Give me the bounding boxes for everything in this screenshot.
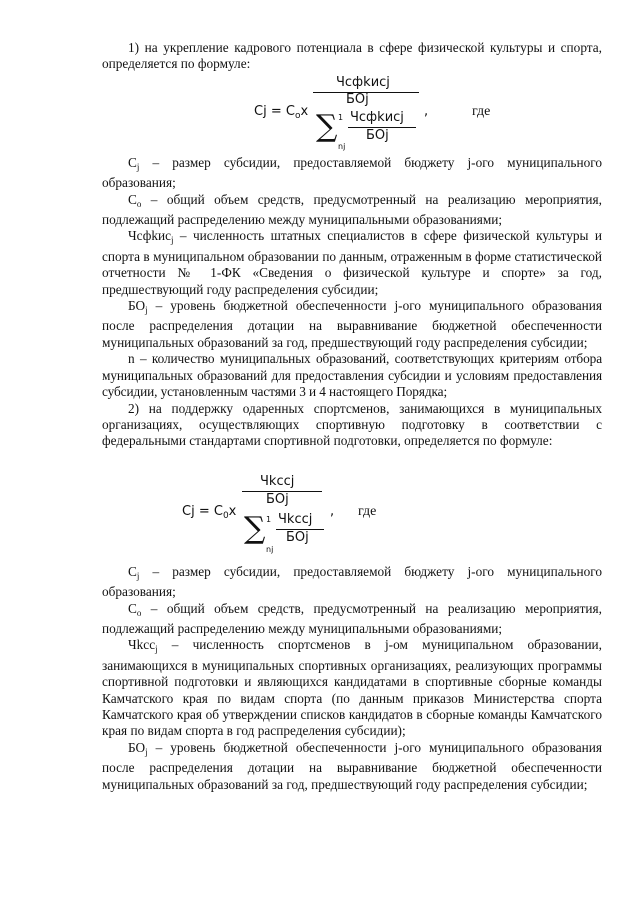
formula-1-inner-denominator: БОj — [366, 127, 389, 143]
formula-1-inner-numerator: Чсфkиcj — [350, 109, 404, 125]
item2-def-bo: $БО_j$ – уровень бюджетной обеспеченности j-ого муниципального образования после распределения дотации на выравнивание бюджетной обеспеченности муниципальных образований за год, предшествующий году распределения субсидии; — [102, 739, 602, 792]
item1-def-n: n – количество муниципальных образований, соответствующих критериям отбора муниципальных образований для предоставления субсидии и условиям предоставления субсидии, установленным частями 3 и 4 настоящего Порядка; — [102, 351, 602, 400]
formula-1-where: где — [472, 103, 491, 119]
formula-2-lhs: $Cj = C_0x$ — [182, 503, 237, 521]
formula-1 — [102, 75, 602, 149]
formula-2-inner-denominator: БОj — [286, 529, 309, 545]
formula-1-sum-top: 1 — [338, 112, 344, 122]
formula-1-denominator-text: БОj — [346, 91, 369, 107]
formula-2-denominator-text: БОj — [266, 491, 289, 507]
formula-2-inner-numerator: Чkccj — [278, 511, 313, 527]
formula-2-sum-bottom: nj — [266, 544, 274, 554]
formula-1-sum-bottom: nj — [338, 141, 346, 151]
formula-1-comma: , — [424, 103, 429, 119]
item1-def-cj: $C_j$ – размер субсидии, предоставляемой бюджету j-ого муниципального образования; — [102, 154, 602, 191]
formula-2-sum-top: 1 — [266, 514, 272, 524]
formula-1-lhs: $Cj = C_ox$ — [254, 103, 309, 121]
item1-def-bo: $БО_j$ – уровень бюджетной обеспеченности j-ого муниципального образования после распределения дотации на выравнивание бюджетной обеспеченности муниципальных образований за год, предшествующий году распределения субсидии; — [102, 298, 602, 350]
formula-1-numerator: Чсфkиcj — [336, 74, 390, 90]
formula-2 — [102, 472, 602, 558]
document-page — [102, 40, 602, 793]
item2-def-cj: $C_j$ – размер субсидии, предоставляемой бюджету j-ого муниципального образования; — [102, 563, 602, 600]
formula-2-where: где — [358, 503, 377, 519]
item2-def-co: $C_o$ – общий объем средств, предусмотренный на реализацию мероприятия, подлежащий распределению между муниципальными образованиями; — [102, 600, 602, 636]
formula-1-sum-sign: ∑ — [316, 108, 338, 144]
item2-intro: 2) на поддержку одаренных спортсменов, занимающихся в муниципальных организациях, осуществляющих спортивную подготовку в соответствии с федеральными стандартами спортивной подготовки, определяется по формуле: — [102, 400, 602, 449]
formula-2-numerator: Чkccj — [260, 473, 295, 489]
item1-def-chsfkic: Чсфkиc$_j$ – численность штатных специалистов в сфере физической культуры и спорта в муниципальном образовании по данным, отраженным в форме статистической отчетности № 1-ФК «Сведения о физической культуре и спорте» за год, предшествующий году распределения субсидии; — [102, 228, 602, 297]
formula-2-sum-sign: ∑ — [244, 510, 266, 546]
item2-def-chkcc: Чkcc$_j$ – численность спортсменов в j-ом муниципальном образовании, занимающихся в муниципальных спортивных организациях, реализующих программы спортивной подготовки и являющихся кандидатами в спортивные сборные команды Камчатского края по видам спорта (по данным приказов Министерства спорта Камчатского края об утверждении списков кандидатов в сборные команды Камчатского края по видам спорта в год распределения субсидии); — [102, 637, 602, 739]
item1-def-co: $C_o$ – общий объем средств, предусмотренный на реализацию мероприятия, подлежащий распределению между муниципальными образованиями; — [102, 191, 602, 228]
formula-2-comma: , — [330, 503, 335, 519]
item1-intro: 1) на укрепление кадрового потенциала в сфере физической культуры и спорта, определяется по формуле: — [102, 40, 602, 72]
